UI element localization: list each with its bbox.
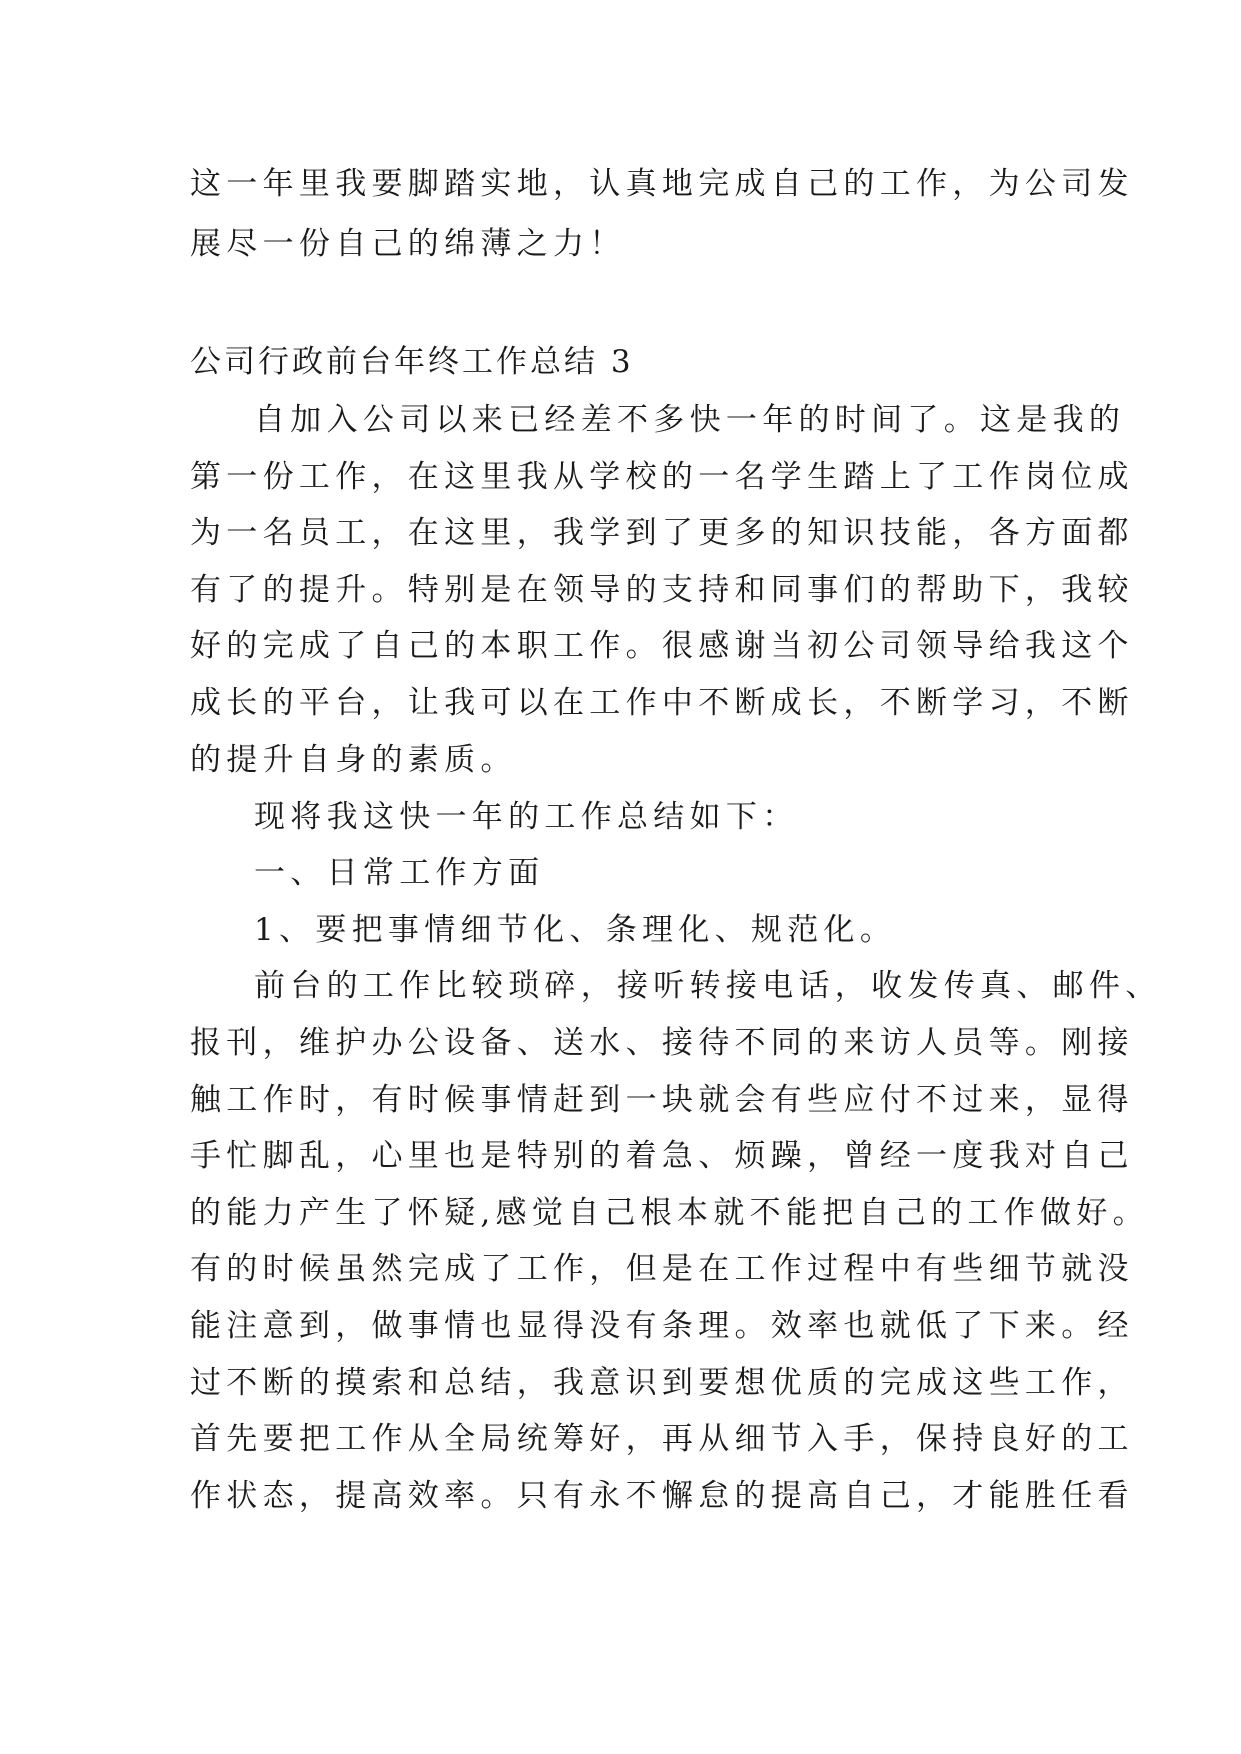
paragraph2-line-6: 有的时候虽然完成了工作，但是在工作过程中有些细节就没 — [190, 1251, 1134, 1287]
paragraph1-line-3: 为一名员工，在这里，我学到了更多的知识技能，各方面都 — [190, 515, 1134, 551]
paragraph2-line-2: 报刊，维护办公设备、送水、接待不同的来访人员等。刚接 — [190, 1025, 1134, 1061]
intro-line-1: 这一年里我要脚踏实地，认真地完成自己的工作，为公司发 — [190, 166, 1134, 202]
paragraph1-line-2: 第一份工作，在这里我从学校的一名学生踏上了工作岗位成 — [190, 459, 1134, 495]
paragraph1-line-6: 成长的平台，让我可以在工作中不断成长，不断学习，不断 — [190, 685, 1134, 721]
paragraph2-line-5: 的能力产生了怀疑,感觉自己根本就不能把自己的工作做好。 — [190, 1195, 1149, 1231]
paragraph2-line-9: 首先要把工作从全局统筹好，再从细节入手，保持良好的工 — [190, 1421, 1134, 1457]
paragraph1-line-7: 的提升自身的素质。 — [190, 742, 517, 778]
paragraph1-line-4: 有了的提升。特别是在领导的支持和同事们的帮助下，我较 — [190, 572, 1134, 608]
summary-intro: 现将我这快一年的工作总结如下： — [254, 799, 799, 835]
paragraph2-line-8: 过不断的摸索和总结，我意识到要想优质的完成这些工作， — [190, 1365, 1134, 1401]
paragraph2-line-7: 能注意到，做事情也显得没有条理。效率也就低了下来。经 — [190, 1308, 1134, 1344]
paragraph1-line-1: 自加入公司以来已经差不多快一年的时间了。这是我的 — [254, 402, 1126, 438]
section-title: 公司行政前台年终工作总结 3 — [190, 344, 634, 380]
paragraph2-line-3: 触工作时，有时候事情赶到一块就会有些应付不过来，显得 — [190, 1082, 1134, 1118]
subheading-1: 1、要把事情细节化、条理化、规范化。 — [254, 912, 897, 948]
heading-1: 一、日常工作方面 — [254, 855, 545, 891]
paragraph2-line-4: 手忙脚乱，心里也是特别的着急、烦躁，曾经一度我对自己 — [190, 1138, 1134, 1174]
intro-line-2: 展尽一份自己的绵薄之力！ — [190, 226, 626, 262]
paragraph2-line-10: 作状态，提高效率。只有永不懈怠的提高自己，才能胜任看 — [190, 1478, 1134, 1514]
paragraph2-line-1: 前台的工作比较琐碎，接听转接电话，收发传真、邮件、 — [254, 968, 1162, 1004]
paragraph1-line-5: 好的完成了自己的本职工作。很感谢当初公司领导给我这个 — [190, 628, 1134, 664]
